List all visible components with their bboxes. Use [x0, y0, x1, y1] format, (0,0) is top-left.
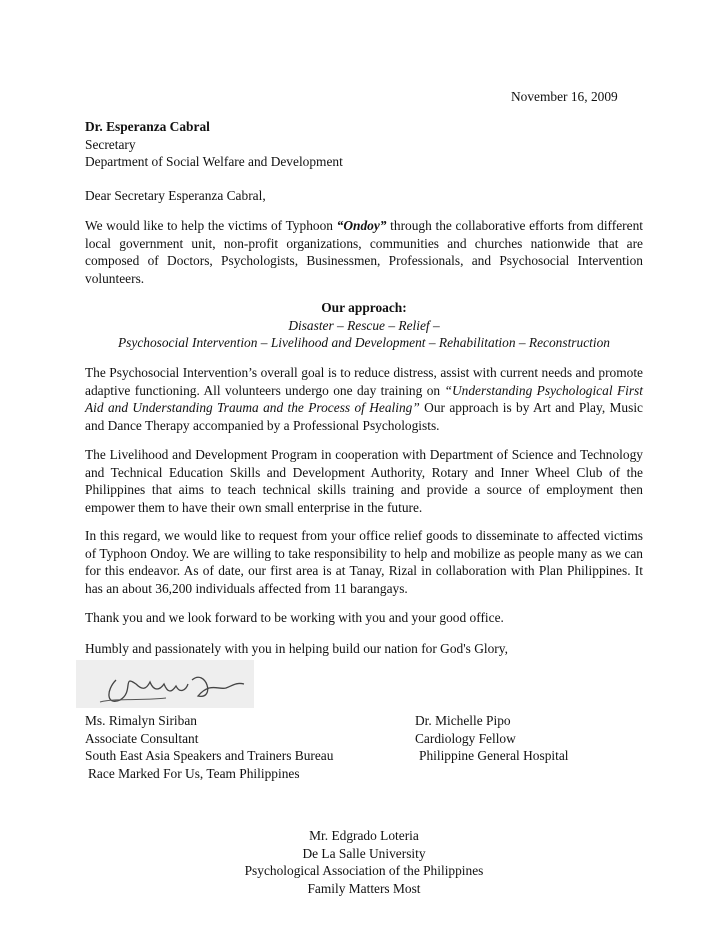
intro-text-after: through the collaborative efforts from different local government unit, non-profit organizations, communities and churches nationwide that are composed of Doctors, Psychologists, Businessmen, Professionals, and Psychosocial Intervention volunteers. [85, 218, 643, 286]
signatory-right [415, 712, 645, 765]
approach-section [85, 299, 643, 352]
signatory-center-org2: Psychological Association of the Philippines [244, 863, 484, 878]
signatory-left [85, 712, 415, 782]
salutation: Dear Secretary Esperanza Cabral, [85, 188, 266, 203]
intro-paragraph [85, 217, 643, 287]
recipient-name: Dr. Esperanza Cabral [85, 119, 210, 134]
signatory-right-name: Dr. Michelle Pipo [415, 713, 511, 728]
recipient-department: Department of Social Welfare and Development [85, 154, 343, 169]
closing-line: Humbly and passionately with you in helping build our nation for God's Glory, [85, 641, 508, 656]
psychosocial-text-before: The Psychosocial Intervention’s overall goal is to reduce distress, assist with current needs and promote adaptive functioning. All volunteers undergo one day training on [85, 365, 643, 398]
livelihood-paragraph: The Livelihood and Development Program in cooperation with Department of Science and Technology and Technical Education Skills and Development Authority, Rotary and Inner Wheel Club of the Philippines that aims to teach technical skills training and provide a source of employment then empower them to have their own small enterprise in the future. [85, 447, 643, 515]
signatory-left-title: Associate Consultant [85, 730, 199, 746]
recipient-title: Secretary [85, 136, 136, 152]
approach-heading: Our approach: [321, 300, 407, 315]
psychosocial-text-after: Our approach is by Art and Play, Music and Dance Therapy accompanied by a Professional Psychologists. [85, 400, 643, 433]
training-title: “Understanding Psychological First Aid and Understanding Trauma and the Process of Healing” [85, 382, 643, 415]
intro-text-before: We would like to help the victims of Typhoon [85, 218, 337, 233]
signatory-left-name: Ms. Rimalyn Siriban [85, 713, 197, 728]
signature-scribble [76, 660, 254, 708]
signatory-right-title: Cardiology Fellow [415, 730, 516, 746]
signatory-right-org: Philippine General Hospital [419, 748, 569, 763]
psychosocial-paragraph [85, 364, 643, 434]
typhoon-name: “Ondoy” [336, 218, 387, 233]
signatory-center-org3: Family Matters Most [307, 880, 421, 896]
signature-image [76, 660, 254, 708]
signatory-left-org2: Race Marked For Us, Team Philippines [88, 765, 300, 781]
request-paragraph: In this regard, we would like to request from your office relief goods to disseminate to affected victims of Typhoon Ondoy. We are willing to take responsibility to help and mobilize as people many as we can for this endeavor. As of date, our first area is at Tanay, Rizal in collaboration with Plan Philippines. It has an about 36,200 individuals affected from 11 barangays. [85, 528, 643, 596]
approach-line-1: Disaster – Rescue – Relief – [288, 317, 440, 333]
signatory-left-org: South East Asia Speakers and Trainers Bureau [85, 748, 334, 763]
signatory-center [200, 827, 528, 897]
approach-line-2: Psychosocial Intervention – Livelihood and Development – Rehabilitation – Reconstruction [117, 335, 610, 350]
signatory-center-org1: De La Salle University [302, 845, 426, 861]
recipient-block [85, 118, 643, 171]
letter-date: November 16, 2009 [511, 89, 618, 104]
thanks-line: Thank you and we look forward to be working with you and your good office. [85, 610, 504, 625]
signatory-center-name: Mr. Edgrado Loteria [309, 828, 419, 843]
